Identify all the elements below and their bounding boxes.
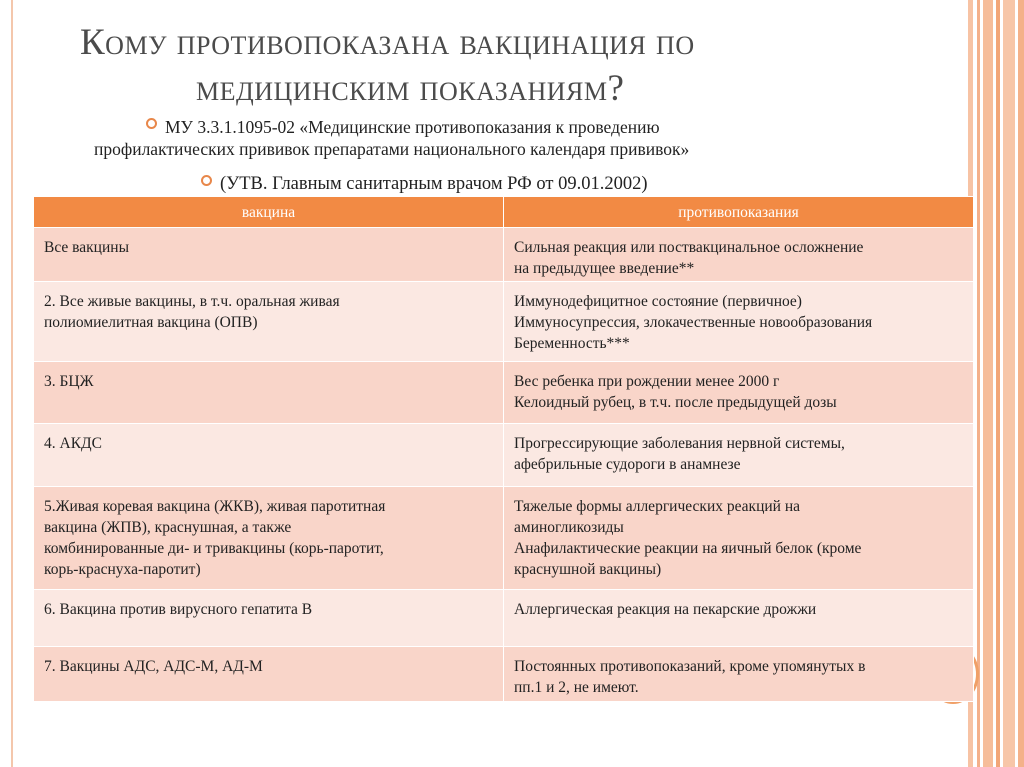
cell-contraindication	[504, 647, 974, 702]
bullet-approval	[220, 173, 648, 195]
contraindications-table	[33, 196, 974, 702]
cell-text-line: Сильная реакция или поствакцинальное осложнение	[514, 239, 864, 256]
cell-text-line: Иммуносупрессия, злокачественные новообразования	[514, 314, 873, 331]
cell-text-line: Постоянных противопоказаний, кроме упомянутых в	[514, 658, 866, 675]
cell-contraindication	[504, 487, 974, 590]
cell-text-line: Иммунодефицитное состояние (первичное)	[514, 293, 802, 310]
left-border-rule	[11, 0, 13, 767]
cell-vaccine	[34, 282, 504, 362]
table-row	[34, 647, 974, 702]
bullet-circle-icon	[201, 175, 212, 186]
cell-contraindication	[504, 590, 974, 647]
cell-text-line: краснушной вакцины)	[514, 561, 662, 578]
cell-contraindication	[504, 362, 974, 424]
cell-text-line: афебрильные судороги в анамнезе	[514, 456, 741, 473]
cell-text-line: 5.Живая коревая вакцина (ЖКВ), живая паротитная	[44, 498, 386, 515]
header-contraindications: противопоказания	[504, 197, 974, 228]
table-row	[34, 424, 974, 487]
bullet-regulation	[94, 116, 945, 160]
cell-contraindication	[504, 282, 974, 362]
cell-text-line: Все вакцины	[44, 239, 129, 256]
decorative-stripes	[968, 0, 1024, 767]
cell-text-line: Аллергическая реакция на пекарские дрожжи	[514, 601, 817, 618]
cell-text-line: Тяжелые формы аллергических реакций на	[514, 498, 801, 515]
cell-text-line: Анафилактические реакции на яичный белок (кроме	[514, 540, 862, 557]
cell-vaccine	[34, 362, 504, 424]
cell-text-line: пп.1 и 2, не имеют.	[514, 679, 639, 696]
title-line-1: Кому противопоказана вакцинация по	[80, 22, 695, 63]
table-row	[34, 282, 974, 362]
header-vaccine: вакцина	[34, 197, 504, 228]
cell-vaccine	[34, 487, 504, 590]
table-row	[34, 362, 974, 424]
cell-contraindication	[504, 424, 974, 487]
cell-text-line: 4. АКДС	[44, 435, 102, 452]
slide-title	[80, 20, 960, 112]
cell-text-line: Прогрессирующие заболевания нервной системы,	[514, 435, 845, 452]
table-row	[34, 590, 974, 647]
bullet-text-line-1: МУ 3.3.1.1095-02 «Медицинские противопоказания к проведению	[165, 117, 660, 137]
cell-text-line: 6. Вакцина против вирусного гепатита В	[44, 601, 313, 618]
bullet-text-line-2: профилактических прививок препаратами национального календаря прививок»	[94, 139, 690, 159]
cell-vaccine	[34, 424, 504, 487]
cell-contraindication	[504, 228, 974, 282]
cell-text-line: Беременность***	[514, 335, 630, 352]
bullet-text: (УТВ. Главным санитарным врачом РФ от 09.01.2002)	[220, 174, 648, 194]
cell-text-line: полиомиелитная вакцина (ОПВ)	[44, 314, 258, 331]
cell-vaccine	[34, 647, 504, 702]
table-header-row	[34, 197, 974, 228]
cell-text-line: комбинированные ди- и тривакцины (корь-паротит,	[44, 540, 384, 557]
cell-text-line: на предыдущее введение**	[514, 260, 695, 277]
bullet-circle-icon	[146, 118, 157, 129]
cell-vaccine	[34, 590, 504, 647]
cell-text-line: аминогликозиды	[514, 519, 624, 536]
cell-text-line: 3. БЦЖ	[44, 373, 94, 390]
title-line-2: медицинским показаниям?	[196, 68, 625, 109]
cell-vaccine	[34, 228, 504, 282]
cell-text-line: Келоидный рубец, в т.ч. после предыдущей дозы	[514, 394, 837, 411]
cell-text-line: корь-краснуха-паротит)	[44, 561, 201, 578]
table-row	[34, 487, 974, 590]
table-row	[34, 228, 974, 282]
cell-text-line: 2. Все живые вакцины, в т.ч. оральная живая	[44, 293, 340, 310]
cell-text-line: Вес ребенка при рождении менее 2000 г	[514, 373, 780, 390]
cell-text-line: вакцина (ЖПВ), краснушная, а также	[44, 519, 292, 536]
cell-text-line: 7. Вакцины АДС, АДС-М, АД-М	[44, 658, 263, 675]
